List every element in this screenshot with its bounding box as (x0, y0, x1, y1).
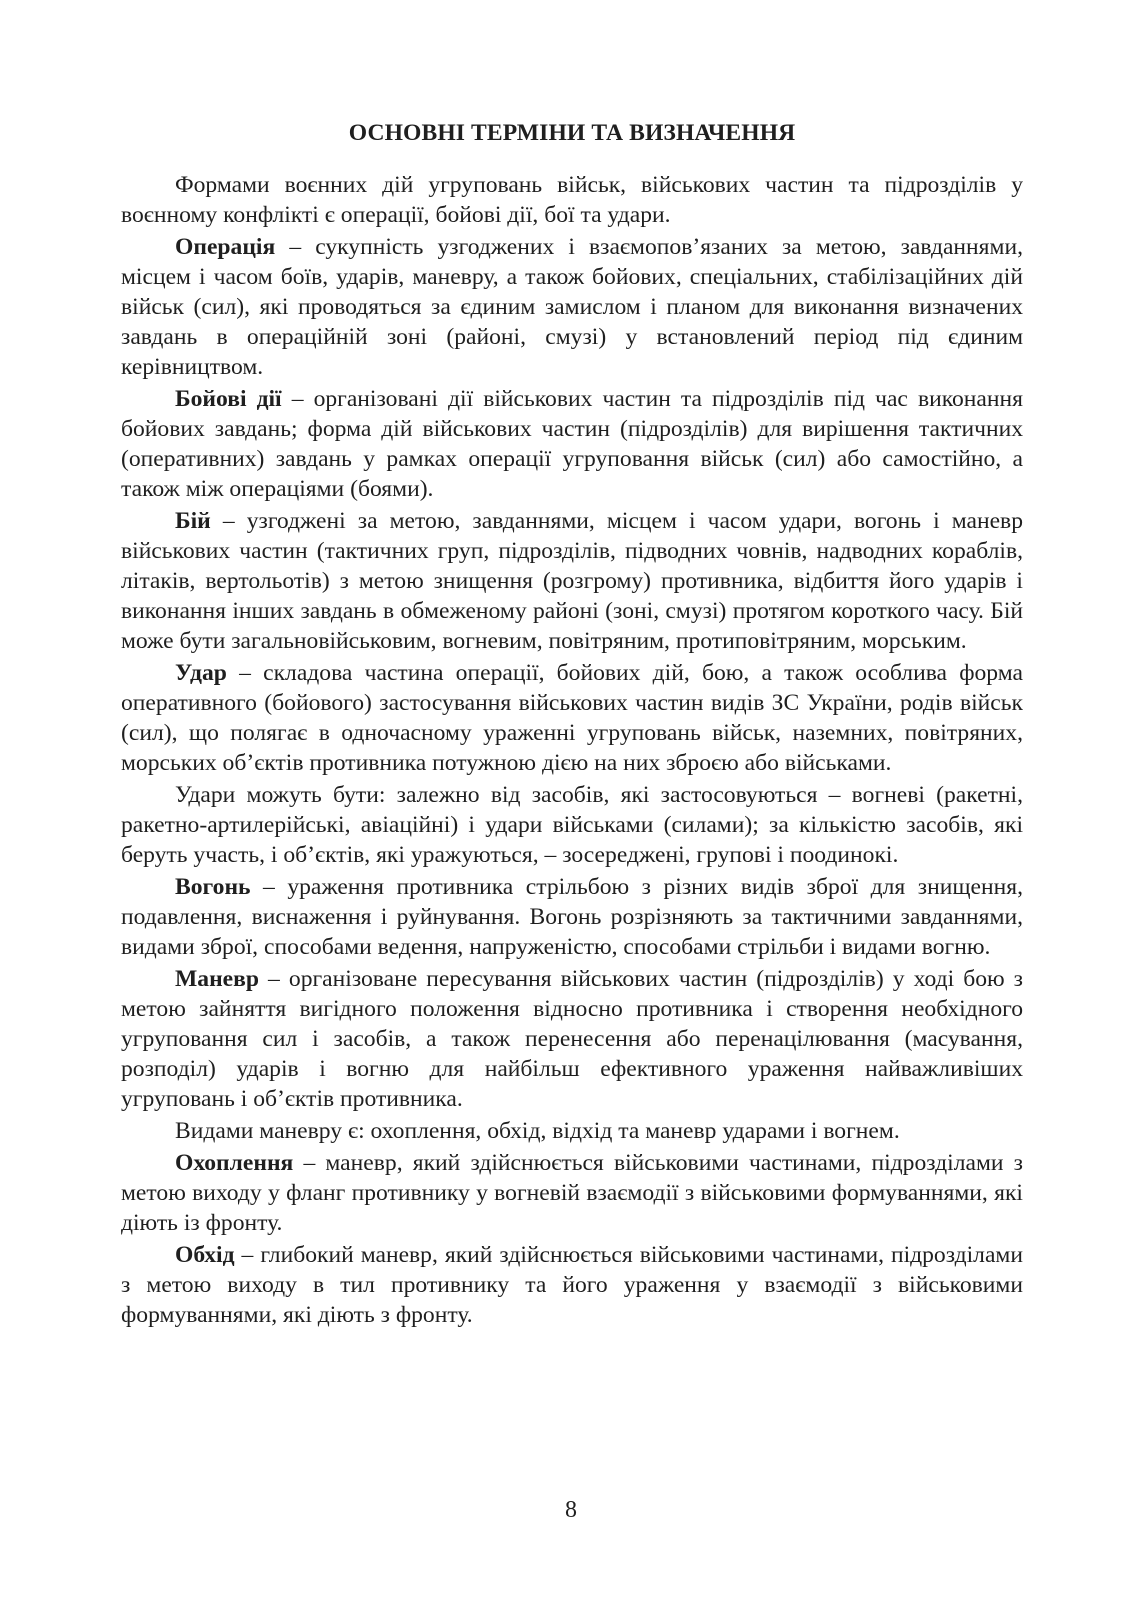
term-label: Обхід (175, 1242, 235, 1268)
paragraph-text: – організовані дії військових частин та підрозділів під час виконання бойових завдань; форма дій військових частин (підрозділів) для вирішення тактичних (оперативних) завдань у рамках операції угруповання військ (сил) або самостійно, а також між операціями (боями). (121, 386, 1023, 502)
paragraph-text: – сукупність узгоджених і взаємопов’язаних за метою, завданнями, місцем і часом боїв, ударів, маневру, а також бойових, спеціальних, стабілізаційних дій військ (сил), які проводяться за єдиним замислом і планом для виконання визначених завдань в операційній зоні (районі, смузі) у встановлений період під єдиним керівництвом. (121, 234, 1023, 380)
paragraph-text: – ураження противника стрільбою з різних видів зброї для знищення, подавлення, виснаження і руйнування. Вогонь розрізняють за тактичними завданнями, видами зброї, способами ведення, напруженістю, способами стрільби і видами вогню. (121, 874, 1023, 960)
term-label: Бій (175, 508, 211, 534)
page-number: 8 (565, 1497, 577, 1523)
paragraph-strike-types (121, 780, 1023, 870)
paragraph-text: – організоване пересування військових частин (підрозділів) у ході бою з метою зайняття вигідного положення відносно противника і створення необхідного угруповання сил і засобів, а також перенесення або перенацілювання (масування, розподіл) ударів і вогню для найбільш ефективного ураження найважливіших угруповань і об’єктів противника. (121, 966, 1023, 1112)
term-label: Удар (175, 660, 227, 686)
paragraph-operation (121, 232, 1023, 382)
paragraph-text: – складова частина операції, бойових дій, бою, а також особлива форма оперативного (бойового) застосування військових частин видів ЗС України, родів військ (сил), що полягає в одночасному ураженні угруповань військ, наземних, повітряних, морських об’єктів противника потужною дією на них зброєю або військами. (121, 660, 1023, 776)
paragraph-text: Формами воєнних дій угруповань військ, військових частин та підрозділів у воєнному конфлікті є операції, бойові дії, бої та удари. (121, 172, 1023, 228)
term-label: Операція (175, 234, 276, 260)
page-content (121, 118, 1023, 1332)
term-label: Вогонь (175, 874, 251, 900)
term-label: Маневр (175, 966, 259, 992)
paragraph-envelopment (121, 1148, 1023, 1238)
paragraph-battle (121, 506, 1023, 656)
term-label: Охоплення (175, 1150, 294, 1176)
paragraph-combat-actions (121, 384, 1023, 504)
paragraph-text: – узгоджені за метою, завданнями, місцем і часом удари, вогонь і маневр військових частин (тактичних груп, підрозділів, підводних човнів, надводних кораблів, літаків, вертольотів) з метою знищення (розгрому) противника, відбиття його ударів і виконання інших завдань в обмеженому районі (зоні, смузі) протягом короткого часу. Бій може бути загальновійськовим, вогневим, повітряним, протиповітряним, морським. (121, 508, 1023, 654)
paragraph-text: Видами маневру є: охоплення, обхід, відхід та маневр ударами і вогнем. (175, 1118, 900, 1144)
section-heading: ОСНОВНІ ТЕРМІНИ ТА ВИЗНАЧЕННЯ (348, 120, 796, 146)
paragraph-intro (121, 170, 1023, 230)
paragraph-text: – маневр, який здійснюється військовими частинами, підрозділами з метою виходу у фланг противнику у вогневій взаємодії з військовими формуваннями, які діють із фронту. (121, 1150, 1023, 1236)
paragraph-text: – глибокий маневр, який здійснюється військовими частинами, підрозділами з метою виходу в тил противнику та його ураження у взаємодії з військовими формуваннями, які діють з фронту. (121, 1242, 1023, 1328)
paragraph-maneuver (121, 964, 1023, 1114)
paragraph-maneuver-types (121, 1116, 1023, 1146)
term-label: Бойові дії (175, 386, 282, 412)
paragraph-flanking (121, 1240, 1023, 1330)
paragraph-fire (121, 872, 1023, 962)
paragraph-text: Удари можуть бути: залежно від засобів, які застосовуються – вогневі (ракетні, ракетно-артилерійські, авіаційні) і удари військами (силами); за кількістю засобів, які беруть участь, і об’єктів, які уражуються, – зосереджені, групові і поодинокі. (121, 782, 1023, 868)
paragraph-strike (121, 658, 1023, 778)
